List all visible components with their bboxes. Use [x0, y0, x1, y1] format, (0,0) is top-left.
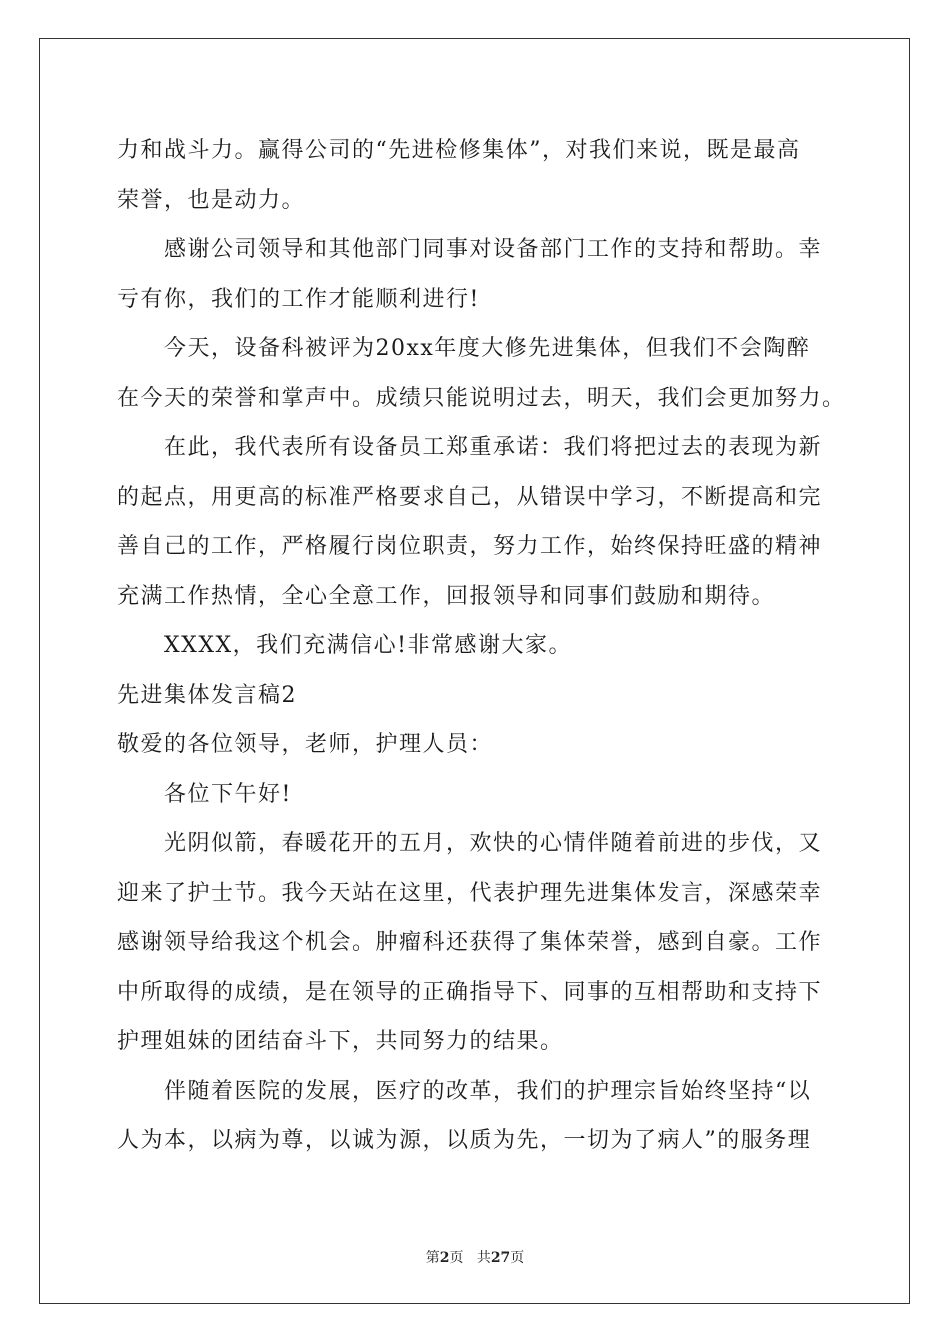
text-line: 护理姐妹的团结奋斗下，共同努力的结果。: [117, 1029, 564, 1054]
text-line: 亏有你，我们的工作才能顺利进行!: [117, 286, 480, 312]
text-line: 光阴似箭，春暖花开的五月，欢快的心情伴随着前进的步伐，又: [164, 831, 823, 856]
text-line: 感谢公司领导和其他部门同事对设备部门工作的支持和帮助。幸: [164, 237, 823, 262]
total-label-suffix: 页: [510, 1250, 525, 1266]
text-line: 充满工作热情，全心全意工作，回报领导和同事们鼓励和期待。: [117, 583, 776, 609]
text-line: 在今天的荣誉和掌声中。成绩只能说明过去，明天，我们会更加努力。: [117, 385, 846, 411]
text-line: 伴随着医院的发展，医疗的改革，我们的护理宗旨始终坚持“以: [164, 1078, 812, 1104]
text-line: 善自己的工作，严格履行岗位职责，努力工作，始终保持旺盛的精神: [117, 534, 823, 559]
total-label-prefix: 共: [476, 1250, 491, 1266]
text-line: 中所取得的成绩，是在领导的正确指导下、同事的互相帮助和支持下: [117, 979, 823, 1005]
text-line: 各位下午好!: [164, 781, 292, 807]
text-line: 感谢领导给我这个机会。肿瘤科还获得了集体荣誉，感到自豪。工作: [117, 930, 823, 955]
page-footer: [0, 1247, 950, 1267]
text-line: XXXX，我们充满信心!非常感谢大家。: [164, 633, 572, 658]
text-line: 迎来了护士节。我今天站在这里，代表护理先进集体发言，深感荣幸: [117, 880, 823, 906]
text-line: 荣誉，也是动力。: [117, 187, 306, 213]
text-line: 先进集体发言稿2: [117, 682, 297, 708]
text-line: 在此，我代表所有设备员工郑重承诺：我们将把过去的表现为新: [164, 435, 823, 460]
text-line: 今天，设备科被评为20xx年度大修先进集体，但我们不会陶醉: [164, 336, 811, 361]
total-pages: 27: [490, 1250, 511, 1266]
text-line: 人为本，以病为尊，以诚为源，以质为先，一切为了病人”的服务理: [117, 1128, 812, 1153]
page-label-prefix: 第: [425, 1250, 440, 1266]
text-line: 敬爱的各位领导，老师，护理人员：: [117, 732, 494, 757]
text-line: 力和战斗力。赢得公司的“先进检修集体”，对我们来说，既是最高: [117, 138, 801, 163]
page-label-suffix: 页: [449, 1250, 464, 1266]
page-number: 2: [439, 1250, 450, 1266]
document-body: [117, 126, 846, 1166]
text-line: 的起点，用更高的标准严格要求自己，从错误中学习，不断提高和完: [117, 484, 823, 510]
